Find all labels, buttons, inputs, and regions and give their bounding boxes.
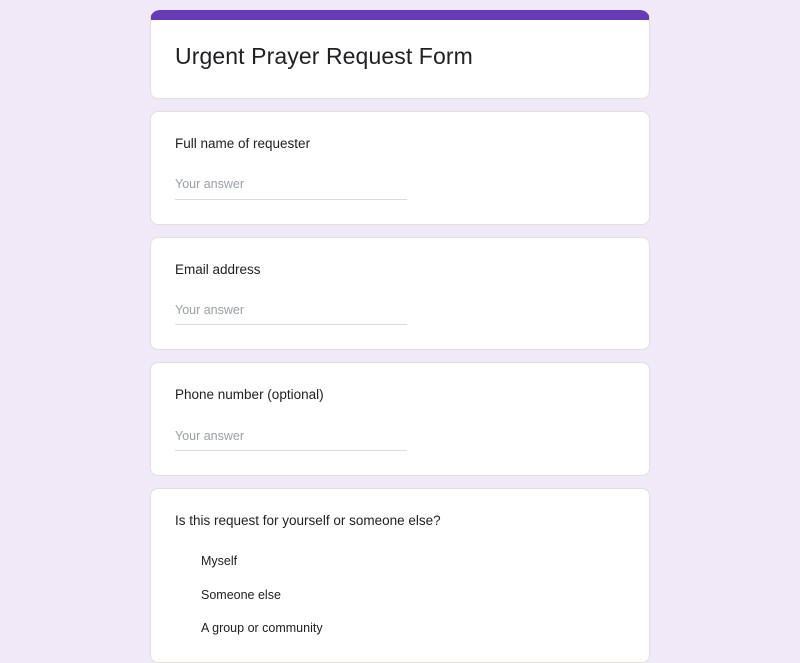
question-label-full-name: Full name of requester (175, 135, 311, 151)
email-address-input[interactable]: Your answer (175, 302, 407, 326)
page-title: Urgent Prayer Request Form (175, 43, 473, 69)
question-card-phone-number (150, 362, 650, 476)
form-header-card (150, 10, 650, 99)
form-container (150, 0, 650, 663)
radio-option-label: Myself (201, 554, 238, 569)
full-name-input[interactable]: Your answer (175, 176, 407, 200)
question-card-request-for (150, 488, 650, 663)
question-label-email-address: Email address (175, 261, 261, 277)
question-label-phone-number: Phone number (optional) (175, 387, 324, 403)
question-card-full-name (150, 111, 650, 225)
question-card-email-address (150, 237, 650, 351)
radio-option-label: A group or community (201, 621, 323, 636)
question-label-request-for: Is this request for yourself or someone else? (175, 513, 441, 529)
radio-group-request-for (175, 553, 625, 638)
radio-option-group-or-community[interactable] (175, 620, 625, 638)
phone-number-input[interactable]: Your answer (175, 428, 407, 452)
radio-option-myself[interactable] (175, 553, 625, 571)
radio-option-someone-else[interactable] (175, 587, 625, 605)
radio-option-label: Someone else (201, 587, 281, 602)
